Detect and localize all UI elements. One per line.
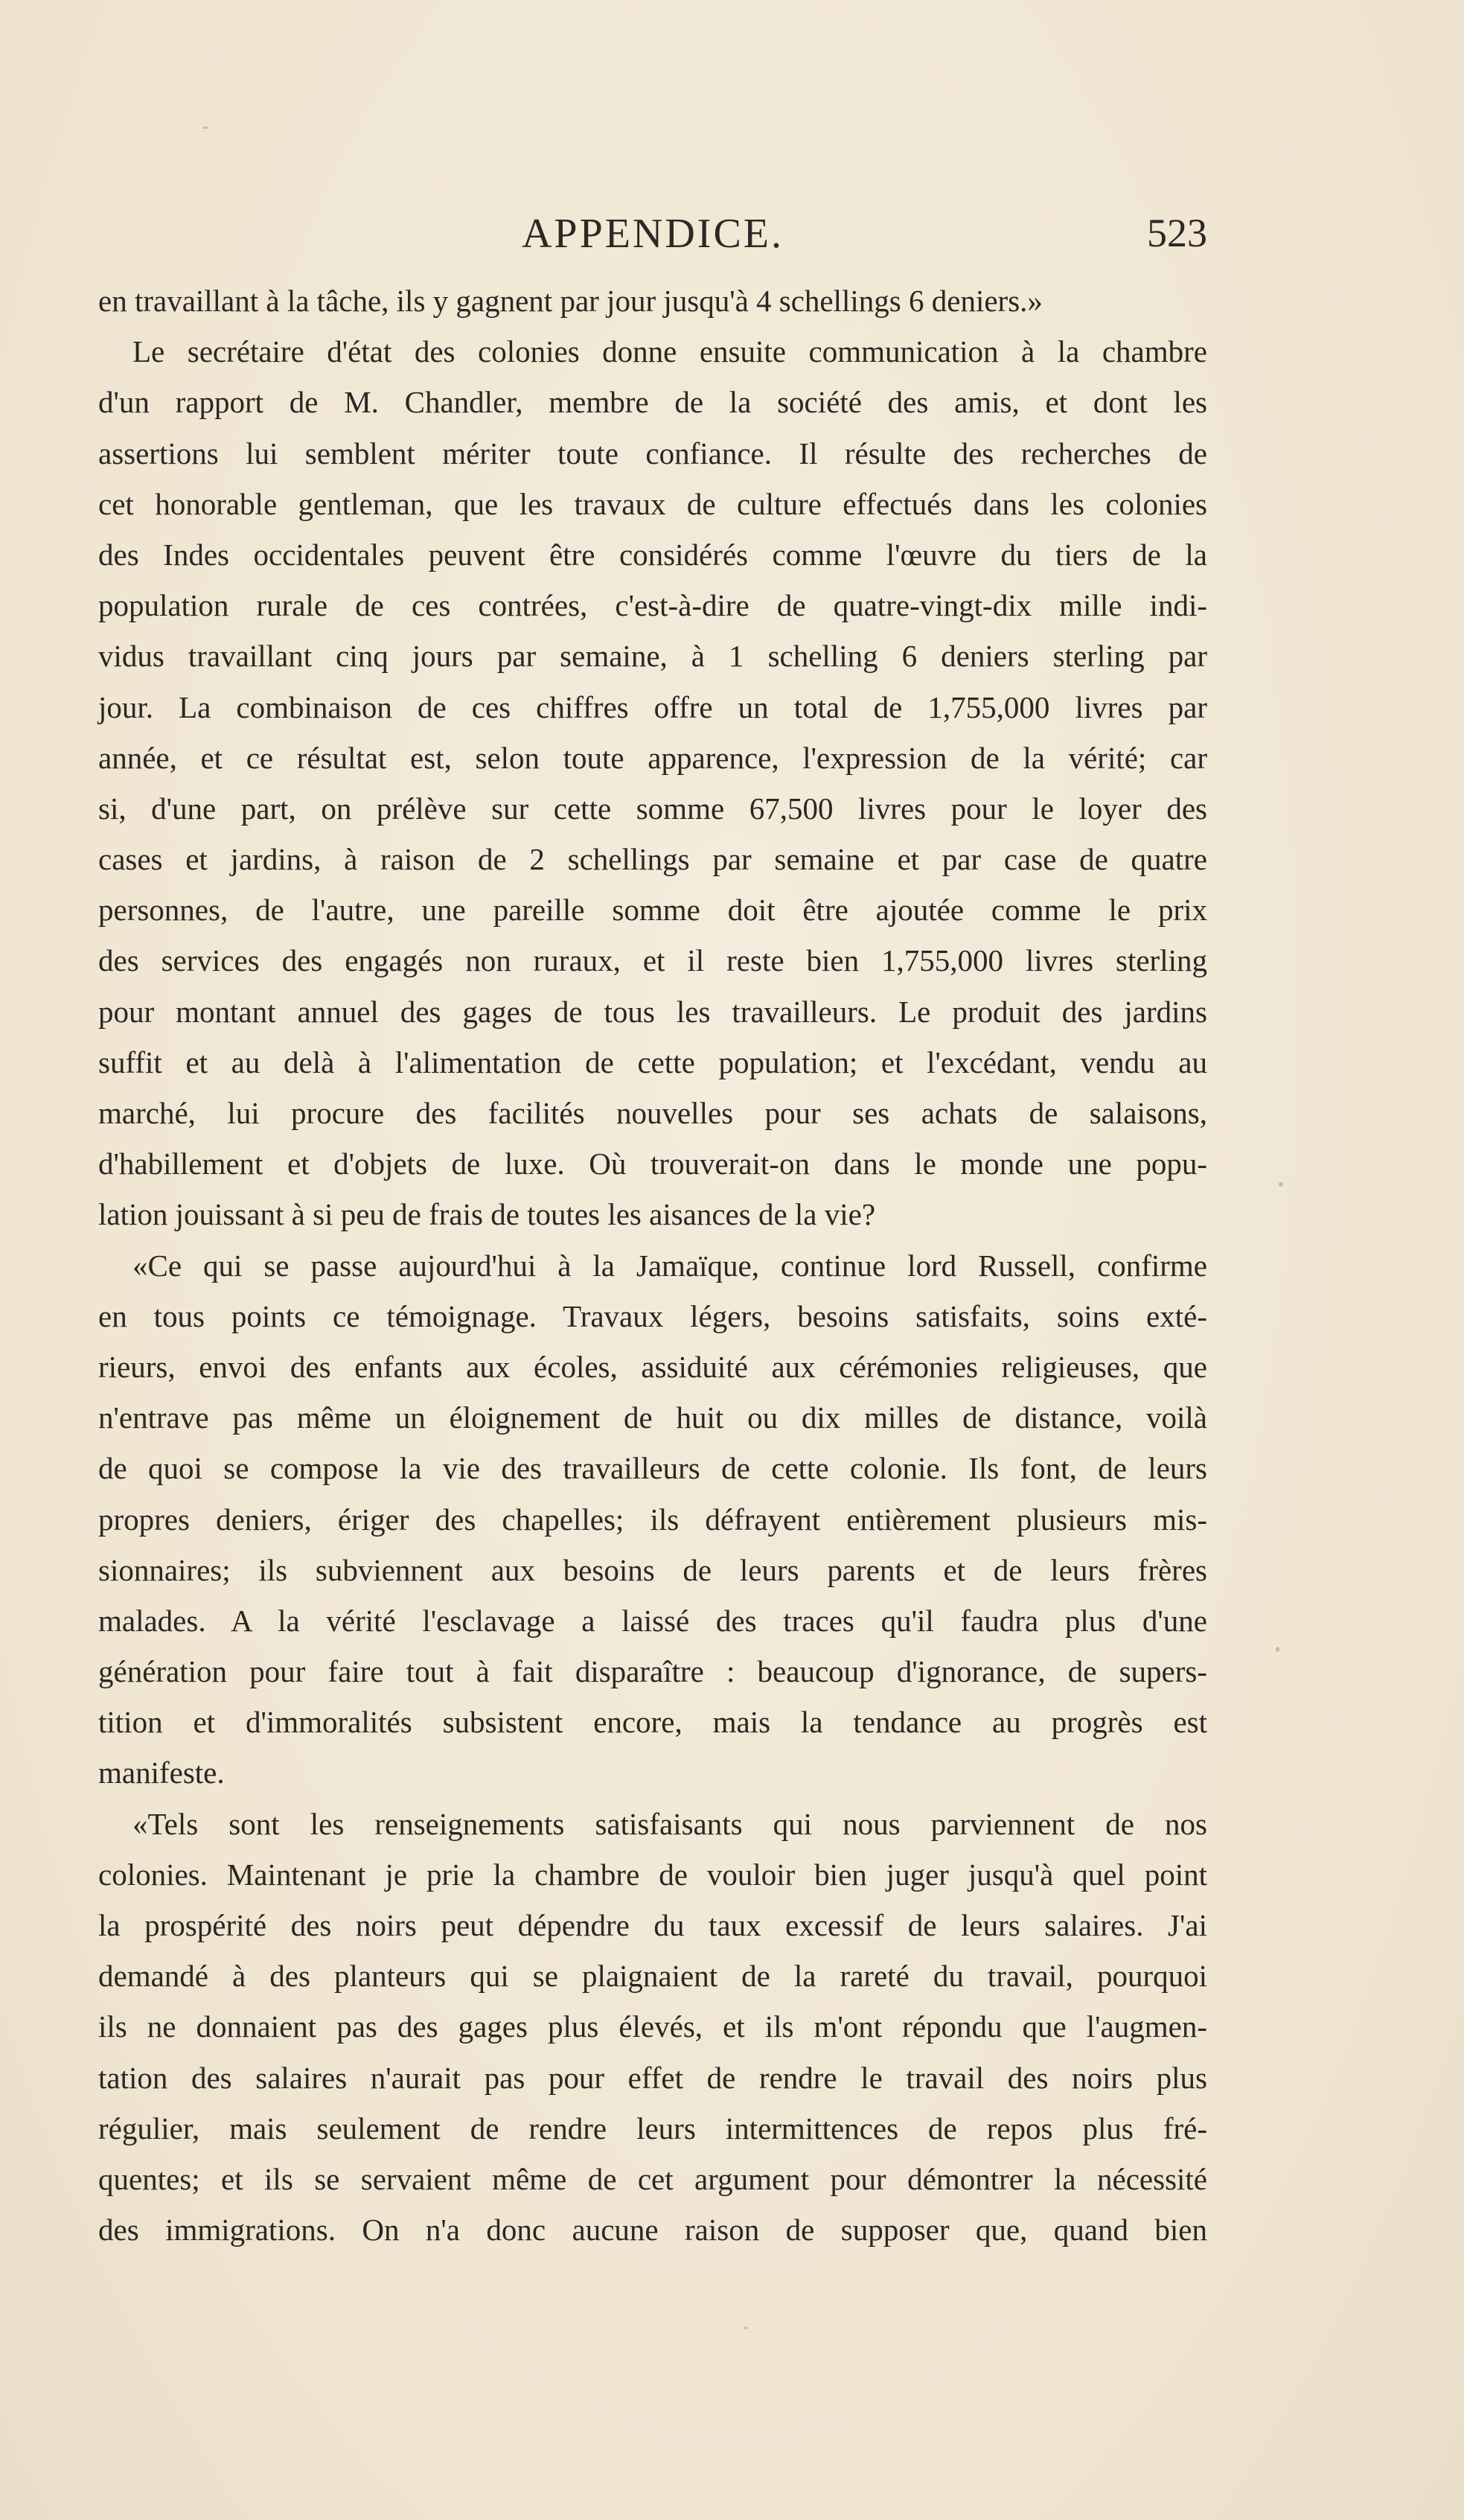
- text-line: des immigrations. On n'a donc aucune raison de supposer que, quand bien: [98, 2213, 1207, 2248]
- paper-speck: [202, 127, 208, 129]
- text-line: en tous points ce témoignage. Travaux légers, besoins satisfaits, soins exté-: [98, 1298, 1207, 1333]
- page-number: 523: [1147, 211, 1207, 255]
- text-line: tation des salaires n'aurait pas pour effet de rendre le travail des noirs plus: [98, 2060, 1207, 2095]
- text-line: de quoi se compose la vie des travailleurs de cette colonie. Ils font, de leurs: [98, 1451, 1207, 1486]
- text-line: propres deniers, ériger des chapelles; ils défrayent entièrement plusieurs mis-: [98, 1502, 1207, 1537]
- text-line: quentes; et ils se servaient même de cet argument pour démontrer la nécessité: [98, 2161, 1207, 2196]
- text-line: ils ne donnaient pas des gages plus élevés, et ils m'ont répondu que l'augmen-: [98, 2009, 1207, 2044]
- text-line: génération pour faire tout à fait disparaître : beaucoup d'ignorance, de supers-: [98, 1654, 1207, 1689]
- text-line: «Tels sont les renseignements satisfaisants qui nous parviennent de nos: [132, 1806, 1207, 1841]
- text-line: tition et d'immoralités subsistent encore, mais la tendance au progrès est: [98, 1705, 1207, 1740]
- text-line: cases et jardins, à raison de 2 schellings par semaine et par case de quatre: [98, 842, 1207, 877]
- text-line: d'habillement et d'objets de luxe. Où trouverait-on dans le monde une popu-: [98, 1146, 1207, 1181]
- text-line: marché, lui procure des facilités nouvelles pour ses achats de salaisons,: [98, 1096, 1207, 1130]
- text-line: sionnaires; ils subviennent aux besoins de leurs parents et de leurs frères: [98, 1552, 1207, 1587]
- paper-speck: [1279, 1182, 1283, 1187]
- paper-speck: [1276, 1647, 1279, 1652]
- text-line: vidus travaillant cinq jours par semaine, à 1 schelling 6 deniers sterling par: [98, 639, 1207, 674]
- text-line: colonies. Maintenant je prie la chambre de vouloir bien juger jusqu'à quel point: [98, 1857, 1207, 1892]
- text-line: Le secrétaire d'état des colonies donne ensuite communication à la chambre: [132, 334, 1207, 369]
- text-line: lation jouissant à si peu de frais de toutes les aisances de la vie?: [98, 1197, 876, 1232]
- text-line: la prospérité des noirs peut dépendre du taux excessif de leurs salaires. J'ai: [98, 1908, 1207, 1942]
- text-line: rieurs, envoi des enfants aux écoles, assiduité aux cérémonies religieuses, que: [98, 1349, 1207, 1384]
- paper-speck: [744, 2326, 747, 2329]
- text-line: assertions lui semblent mériter toute confiance. Il résulte des recherches de: [98, 436, 1207, 470]
- text-line: régulier, mais seulement de rendre leurs intermittences de repos plus fré-: [98, 2111, 1207, 2146]
- text-line: n'entrave pas même un éloignement de huit ou dix milles de distance, voilà: [98, 1400, 1207, 1435]
- text-line: si, d'une part, on prélève sur cette somme 67,500 livres pour le loyer des: [98, 791, 1207, 826]
- running-title: APPENDICE.: [521, 211, 784, 257]
- text-line: manifeste.: [98, 1755, 225, 1790]
- text-line: suffit et au delà à l'alimentation de cette population; et l'excédant, vendu au: [98, 1044, 1207, 1079]
- text-line: jour. La combinaison de ces chiffres offre un total de 1,755,000 livres par: [98, 689, 1207, 724]
- text-line: pour montant annuel des gages de tous les travailleurs. Le produit des jardins: [98, 994, 1207, 1029]
- body-text: [98, 275, 1207, 2255]
- text-line: demandé à des planteurs qui se plaignaient de la rareté du travail, pourquoi: [98, 1959, 1207, 1994]
- text-line: des services des engagés non ruraux, et il reste bien 1,755,000 livres sterling: [98, 943, 1207, 978]
- text-line: malades. A la vérité l'esclavage a laissé des traces qu'il faudra plus d'une: [98, 1603, 1207, 1638]
- text-line: «Ce qui se passe aujourd'hui à la Jamaïque, continue lord Russell, confirme: [132, 1248, 1207, 1283]
- text-line: cet honorable gentleman, que les travaux de culture effectués dans les colonies: [98, 486, 1207, 521]
- page-header: [98, 200, 1207, 267]
- text-line: des Indes occidentales peuvent être considérés comme l'œuvre du tiers de la: [98, 537, 1207, 572]
- text-line: année, et ce résultat est, selon toute apparence, l'expression de la vérité; car: [98, 740, 1207, 775]
- text-line: en travaillant à la tâche, ils y gagnent par jour jusqu'à 4 schellings 6 deniers.»: [98, 284, 1043, 318]
- text-line: personnes, de l'autre, une pareille somme doit être ajoutée comme le prix: [98, 893, 1207, 928]
- text-line: d'un rapport de M. Chandler, membre de la société des amis, et dont les: [98, 385, 1207, 420]
- text-line: population rurale de ces contrées, c'est-à-dire de quatre-vingt-dix mille indi-: [98, 588, 1207, 623]
